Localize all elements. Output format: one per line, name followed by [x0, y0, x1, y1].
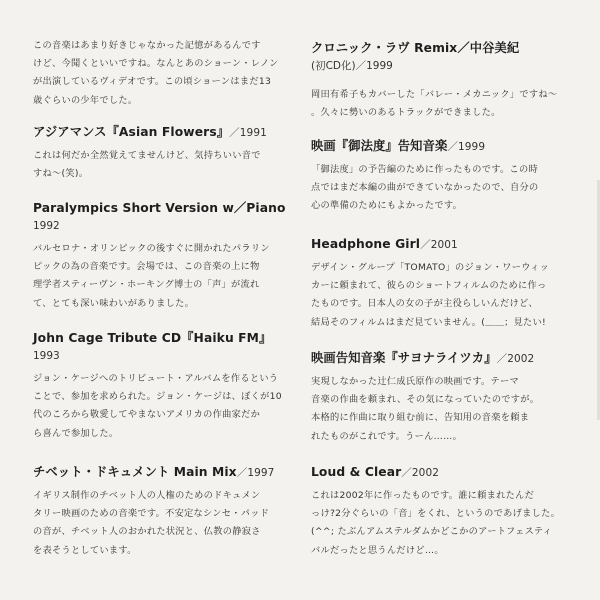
- body-line: カーに頼まれて、彼らのショートフィルムのために作っ: [311, 280, 547, 292]
- body-line: これは2002年に作ったものです。誰に頼まれたんだ: [311, 490, 535, 501]
- entry-loud-and-clear: [311, 464, 576, 560]
- body-line: 心の準備のためにもよかったです。: [311, 200, 463, 212]
- entry-title-text: 映画『御法度』告知音楽: [311, 139, 448, 153]
- body-line: バルだったと思うんだけど…。: [311, 544, 444, 556]
- entry-chronic-love: [311, 40, 576, 122]
- body-line: すね〜(笑)。: [33, 168, 89, 180]
- body-line: 「御法度」の予告編のために作ったものです。この時: [311, 164, 538, 175]
- entry-sayonara-itsuka: [311, 350, 576, 446]
- entry-title: [33, 124, 301, 141]
- entry-body: [33, 487, 301, 560]
- entry-year: ／1999: [447, 141, 486, 153]
- body-line: ら喜んで参加した。: [33, 427, 119, 439]
- entry-gohatto: [311, 138, 576, 216]
- body-line: (^^; たぶんアムステルダムかどこかのアートフェスティ: [311, 526, 553, 538]
- body-line: 歳ぐらいの少年でした。: [33, 94, 138, 106]
- entry-title-text: アジアマンス『Asian Flowers』: [33, 125, 230, 139]
- entry-body: [33, 240, 301, 313]
- entry-title: [33, 464, 301, 481]
- body-line: 結局そのフィルムはまだ見ていません。(＿＿；見たい!: [311, 316, 547, 328]
- body-line: これは何だか全然覚えてませんけど、気持ちいい音で: [33, 150, 261, 161]
- body-line: デザイン・グループ「TOMATO」のジョン・ワーウィッ: [311, 262, 550, 273]
- entry-year: ／1997: [236, 467, 275, 479]
- entry-title: [311, 464, 576, 481]
- entry-year: ／1991: [229, 127, 267, 139]
- entry-year: ／2002: [496, 353, 535, 365]
- body-line: 理学者スティーヴン・ホーキング博士の「声」が流れ: [33, 279, 260, 291]
- entry-title: Paralympics Short Version w／Piano: [33, 201, 286, 215]
- entry-body: [311, 161, 576, 216]
- entry-title-text: チベット・ドキュメント Main Mix: [33, 465, 237, 479]
- entry-year: ／2002: [401, 467, 440, 479]
- entry-year: (初CD化)／1999: [311, 60, 393, 72]
- entry-title-text: Headphone Girl: [311, 237, 421, 251]
- entry-headphone-girl: [311, 236, 576, 332]
- body-line: を表そうとしています。: [33, 544, 137, 556]
- entry-tibet-document: [33, 464, 301, 560]
- body-line: 本格的に作曲に取り組む前に、告知用の音楽を頼ま: [311, 412, 530, 424]
- body-line: っけ?2分ぐらいの「音」をくれ、というのであげました。: [311, 508, 561, 520]
- body-line: タリー映画のための音楽です。不安定なシンセ・パッド: [33, 508, 270, 520]
- entry-title-text: Loud & Clear: [311, 465, 402, 479]
- entry-title-text: 映画告知音楽『サヨナライツカ』: [311, 351, 497, 365]
- body-line: ことで、参加を求められた。ジョン・ケージは、ぼくが10: [33, 391, 282, 403]
- entry-asian-flowers: [33, 124, 301, 183]
- entry-title: John Cage Tribute CD『Haiku FM』: [33, 331, 272, 345]
- body-line: て、とても深い味わいがありました。: [33, 297, 195, 309]
- entry-title: [311, 350, 576, 367]
- entry-title: [311, 138, 576, 155]
- entry-year: 1992: [33, 220, 60, 232]
- body-line: 岡田有希子もカバーした「バレー・メカニック」ですね〜: [311, 89, 558, 100]
- body-line: 音楽の作曲を頼まれ、その気になっていたのですが。: [311, 394, 540, 406]
- entry-intro-continued: [33, 37, 301, 110]
- body-line: が出演しているヴィデオです。この頃ショーンはまだ13: [33, 76, 272, 88]
- body-line: バルセロナ・オリンピックの後すぐに開かれたパラリン: [33, 243, 270, 254]
- entry-year: ／2001: [420, 239, 458, 251]
- body-line: ピックの為の音楽です。会場では、この音楽の上に物: [33, 261, 260, 273]
- body-line: 代のころから敬愛してやまないアメリカの作曲家だか: [33, 409, 261, 421]
- entry-title: クロニック・ラヴ Remix／中谷美紀: [311, 41, 520, 55]
- entry-body: [33, 147, 301, 183]
- body-line: 実現しなかった辻仁成氏原作の映画です。テーマ: [311, 376, 519, 387]
- body-line: たものです。日本人の女の子が主役らしいんだけど、: [311, 298, 538, 310]
- entry-john-cage: [33, 330, 301, 443]
- entry-body: [33, 370, 301, 443]
- entry-body: [311, 86, 576, 122]
- body-line: イギリス制作のチベット人の人権のためのドキュメン: [33, 490, 261, 501]
- entry-body: [33, 37, 301, 110]
- entry-body: [311, 373, 576, 446]
- entry-body: [311, 487, 576, 560]
- body-line: の音が、チベット人のおかれた状況と、仏教の静寂さ: [33, 526, 261, 538]
- body-line: 。久々に勢いのあるトラックができました。: [311, 107, 501, 119]
- entry-body: [311, 259, 576, 332]
- entry-title: [311, 236, 576, 253]
- entry-year: 1993: [33, 350, 60, 362]
- body-line: けど、今聞くといいですね。なんとあのショーン・レノン: [33, 58, 279, 70]
- body-line: 点ではまだ本編の曲ができていなかったので、自分の: [311, 182, 539, 194]
- body-line: ジョン・ケージへのトリビュート・アルバムを作るという: [33, 373, 279, 384]
- body-line: この音楽はあまり好きじゃなかった記憶があるんです: [33, 40, 261, 51]
- entry-paralympics: [33, 200, 301, 313]
- body-line: れたものがこれです。うーん……。: [311, 430, 463, 442]
